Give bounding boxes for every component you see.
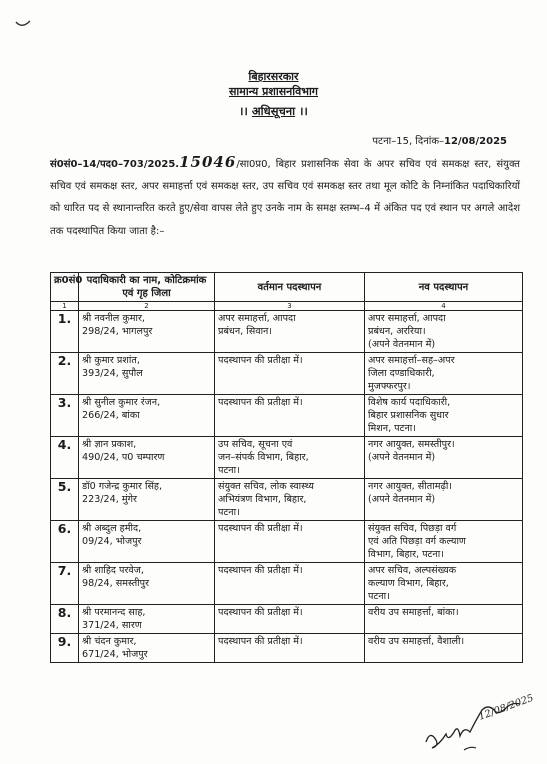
date-line xyxy=(372,133,507,147)
government-name: बिहारसरकार xyxy=(248,70,299,83)
serial-number: 6. xyxy=(51,521,79,563)
current-posting-cell: अपर समाहर्त्ता, आपदा प्रबंधन, सिवान। xyxy=(215,311,365,353)
serial-number: 2. xyxy=(51,353,79,395)
new-posting-cell: अपर समाहर्त्ता, आपदा प्रबंधन, अररिया। (अपने वेतनमान में) xyxy=(365,311,523,353)
new-posting-cell: नगर आयुक्त, समस्तीपुर। (अपने वेतनमान में) xyxy=(365,437,523,479)
table-row xyxy=(51,605,523,634)
officer-cell: श्री चंदन कुमार, 671/24, भोजपुर xyxy=(79,634,215,663)
col-header-sno: क्र0सं0 xyxy=(51,273,79,302)
ref-number: 15046 xyxy=(179,153,237,171)
officer-cell: डॉ0 गजेन्द्र कुमार सिंह, 223/24, मुंगेर xyxy=(79,479,215,521)
scan-mark xyxy=(14,18,32,30)
current-posting-cell: पदस्थापन की प्रतीक्षा में। xyxy=(215,605,365,634)
new-posting-cell: नगर आयुक्त, सीतामढ़ी। (अपने वेतनमान में) xyxy=(365,479,523,521)
column-index-row xyxy=(51,302,523,311)
current-posting-cell: पदस्थापन की प्रतीक्षा में। xyxy=(215,634,365,663)
new-posting-cell: अपर समाहर्त्ता–सह–अपर जिला दण्डाधिकारी, मुजफ्फरपुर। xyxy=(365,353,523,395)
current-posting-cell: पदस्थापन की प्रतीक्षा में। xyxy=(215,563,365,605)
place: पटना–15, दिनांक– xyxy=(372,136,445,147)
new-posting-cell: विशेष कार्य पदाधिकारी, बिहार प्रशासनिक सुधार मिशन, पटना। xyxy=(365,395,523,437)
department-name: सामान्य प्रशासनविभाग xyxy=(228,85,319,98)
new-posting-cell: वरीय उप समाहर्त्ता, बांका। xyxy=(365,605,523,634)
officer-cell: श्री शाहिद परवेज, 98/24, समस्तीपुर xyxy=(79,563,215,605)
officer-cell: श्री परमानन्द साह, 371/24, सारण xyxy=(79,605,215,634)
col-header-officer: पदाधिकारी का नाम, कोटिक्रमांक एवं गृह जिला xyxy=(79,273,215,302)
current-posting-cell: पदस्थापन की प्रतीक्षा में। xyxy=(215,395,365,437)
table-row xyxy=(51,521,523,563)
current-posting-cell: पदस्थापन की प्रतीक्षा में। xyxy=(215,353,365,395)
serial-number: 8. xyxy=(51,605,79,634)
signature-date: 12/08/2025 xyxy=(477,692,536,723)
serial-number: 5. xyxy=(51,479,79,521)
col-index: 2 xyxy=(79,302,215,311)
table-row xyxy=(51,563,523,605)
new-posting-cell: अपर सचिव, अल्पसंख्यक कल्याण विभाग, बिहार, पटना। xyxy=(365,563,523,605)
table-row xyxy=(51,311,523,353)
officer-cell: श्री सुनील कुमार रंजन, 266/24, बांका xyxy=(79,395,215,437)
current-posting-cell: संयुक्त सचिव, लोक स्वास्थ्य अभियंत्रण विभाग, बिहार, पटना। xyxy=(215,479,365,521)
table-header xyxy=(51,273,523,302)
notification-title: ।। अधिसूचना ।। xyxy=(239,104,308,118)
officer-cell: श्री कुमार प्रशांत, 393/24, सुपौल xyxy=(79,353,215,395)
officer-cell: श्री ज्ञान प्रकाश, 490/24, प0 चम्पारण xyxy=(79,437,215,479)
table-row xyxy=(51,634,523,663)
notice-paragraph xyxy=(50,151,520,243)
signature xyxy=(420,690,540,760)
officer-cell: श्री अब्दुल हमीद, 09/24, भोजपुर xyxy=(79,521,215,563)
current-posting-cell: पदस्थापन की प्रतीक्षा में। xyxy=(215,521,365,563)
serial-number: 3. xyxy=(51,395,79,437)
table-row xyxy=(51,479,523,521)
table-row xyxy=(51,353,523,395)
new-posting-cell: संयुक्त सचिव, पिछड़ा वर्ग एवं अति पिछड़ा वर्ग कल्याण विभाग, बिहार, पटना। xyxy=(365,521,523,563)
serial-number: 4. xyxy=(51,437,79,479)
col-header-current: वर्तमान पदस्थापन xyxy=(215,273,365,302)
ref-prefix: सं0सं0–14/पद0–703/2025. xyxy=(50,159,180,170)
notice-body: /सा0प्र0, बिहार प्रशासनिक सेवा के अपर सचिव एवं समकक्ष स्तर, संयुक्त सचिव एवं समकक्ष स्तर, अपर समाहर्त्ता एवं समकक्ष स्तर, उप सचिव एवं समकक्ष स्तर तथा मूल कोटि के निम्नांकित पदाधिकारियों को धारित पद से स्थानान्तरित करते हुए/सेवा वापस लेते हुए उनके नाम के समक्ष स्तम्भ–4 में अंकित पद एवं स्थान पर अगले आदेश तक पदस्थापित किया जाता है:– xyxy=(50,159,520,237)
col-index: 4 xyxy=(365,302,523,311)
serial-number: 1. xyxy=(51,311,79,353)
issue-date: 12/08/2025 xyxy=(444,136,507,147)
col-index: 3 xyxy=(215,302,365,311)
table-row xyxy=(51,395,523,437)
table-row xyxy=(51,437,523,479)
col-header-new: नव पदस्थापन xyxy=(365,273,523,302)
officer-cell: श्री नवनील कुमार, 298/24, भागलपुर xyxy=(79,311,215,353)
serial-number: 9. xyxy=(51,634,79,663)
new-posting-cell: वरीय उप समाहर्त्ता, वैशाली। xyxy=(365,634,523,663)
transfer-table xyxy=(50,272,523,663)
col-index: 1 xyxy=(51,302,79,311)
serial-number: 7. xyxy=(51,563,79,605)
current-posting-cell: उप सचिव, सूचना एवं जन–संपर्क विभाग, बिहार, पटना। xyxy=(215,437,365,479)
